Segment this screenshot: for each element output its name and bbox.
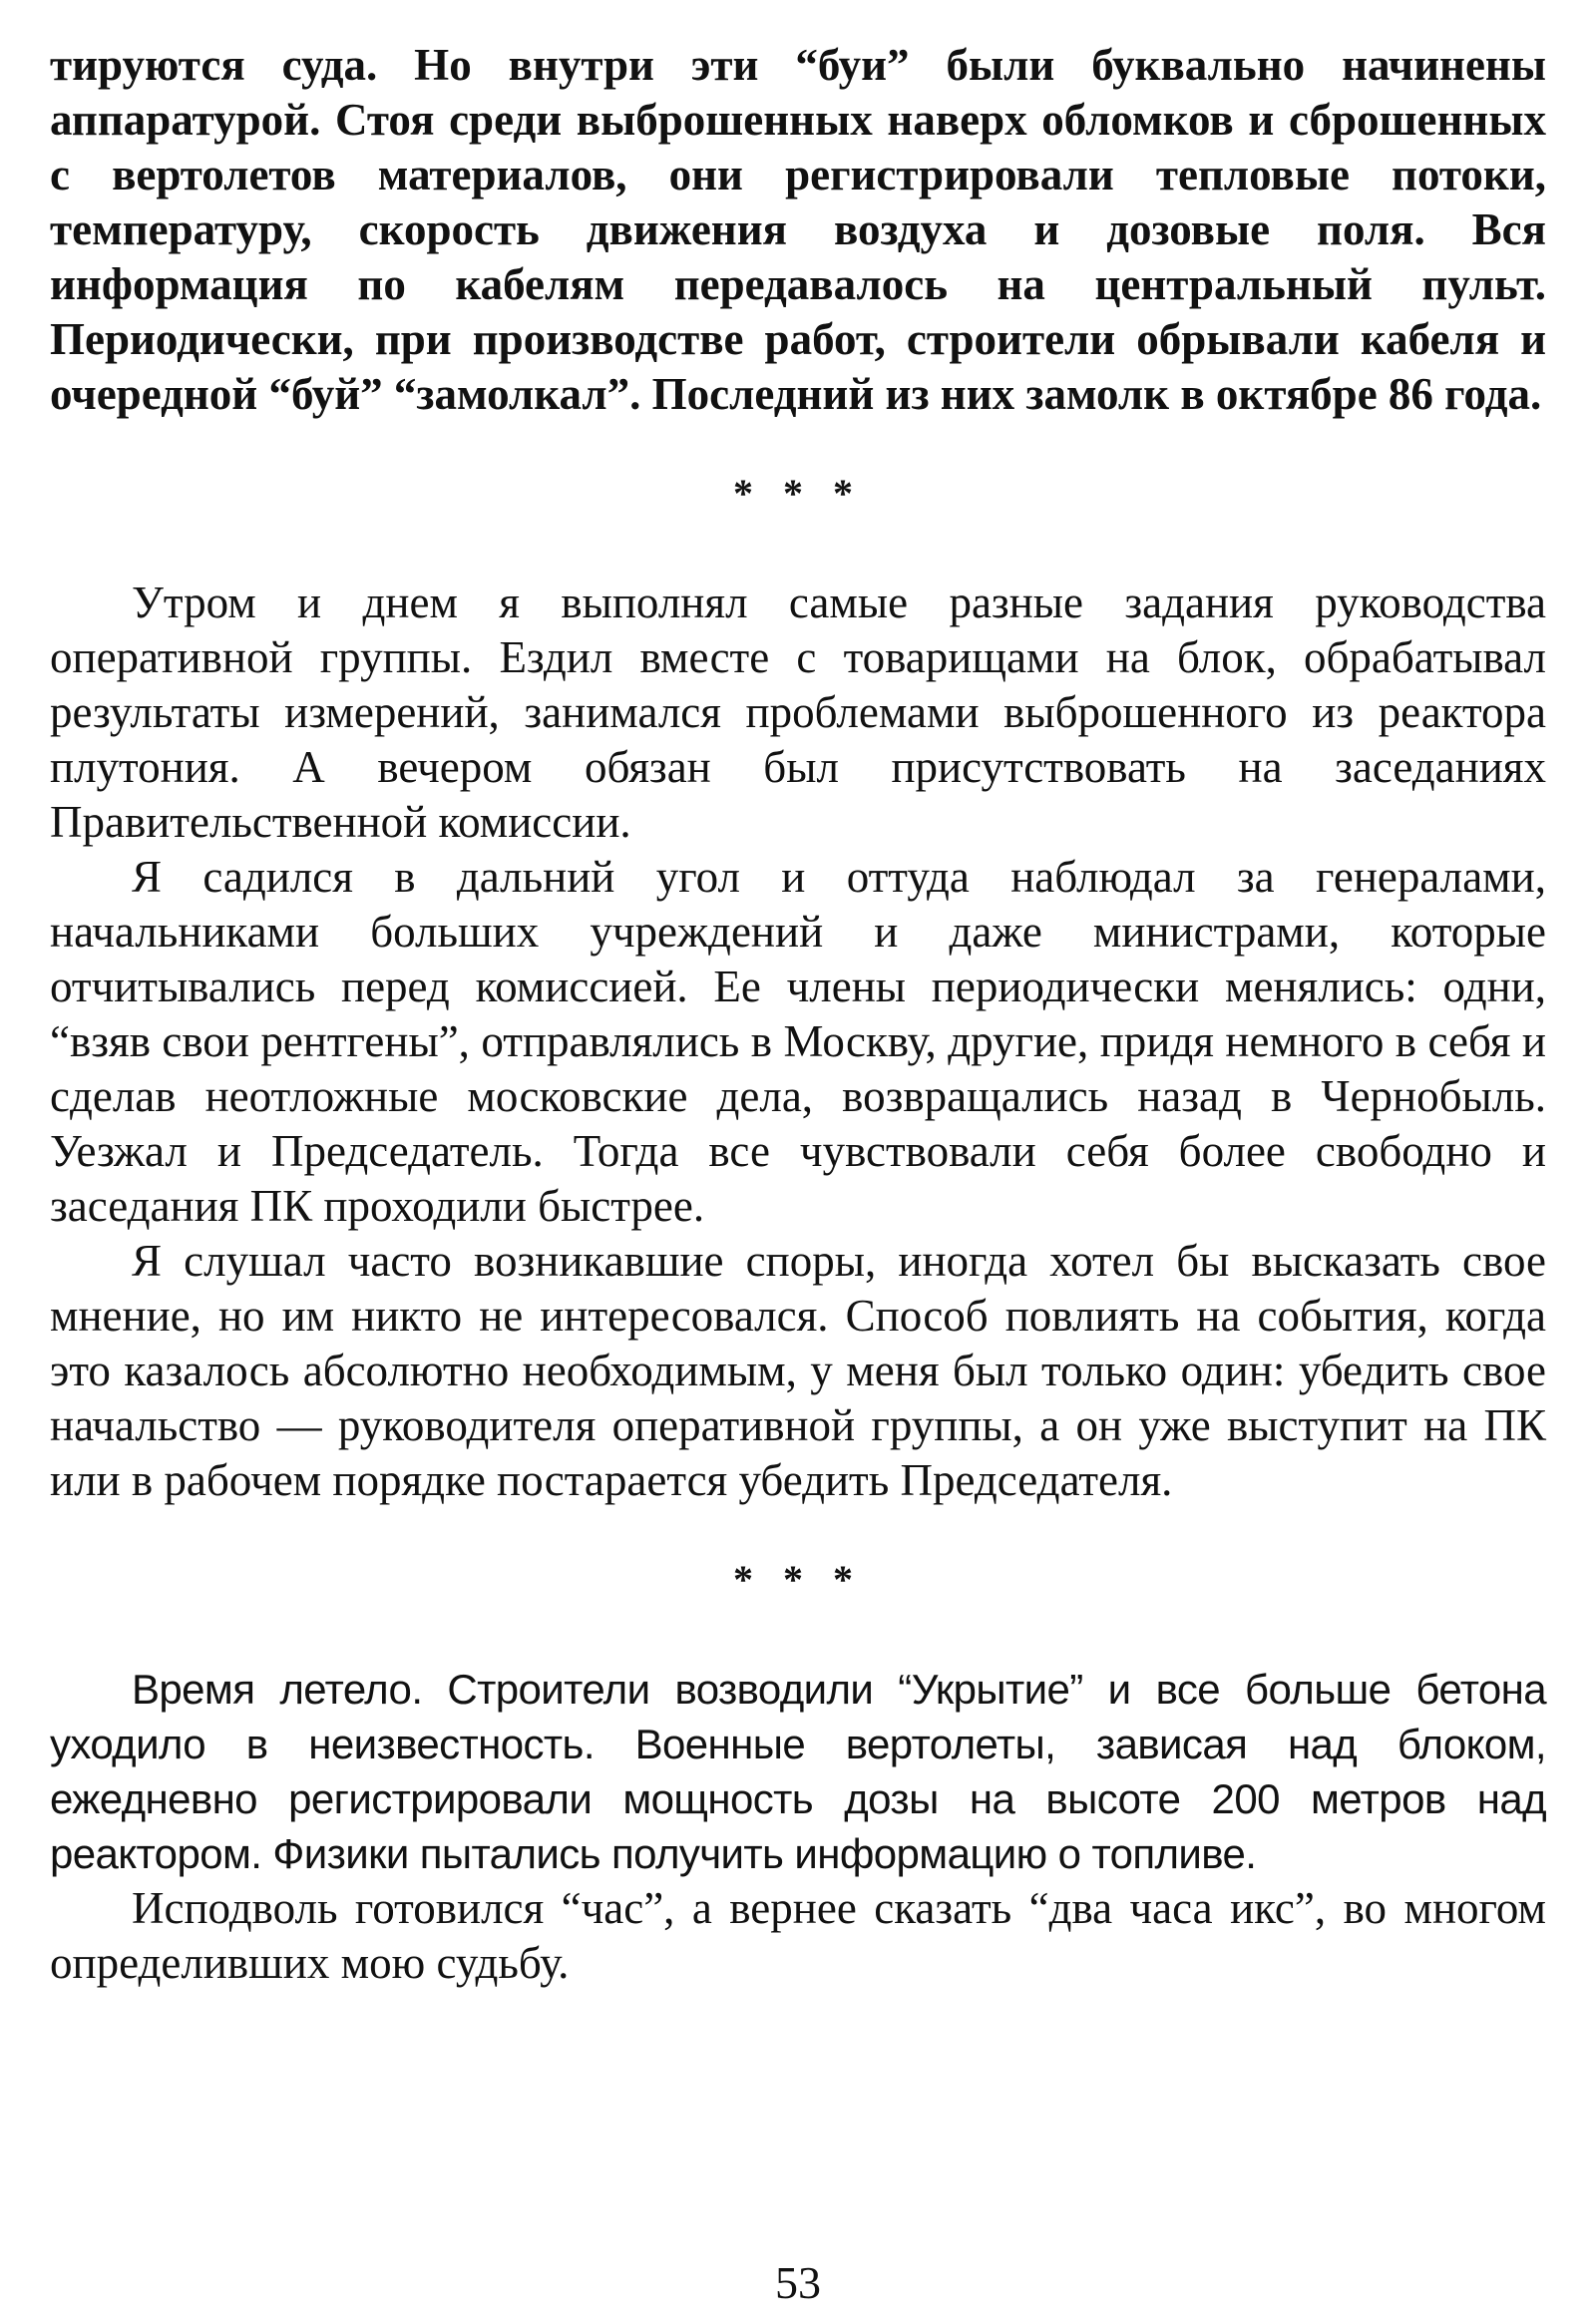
section-opening (50, 38, 1546, 422)
section-separator-2: * * * (733, 1557, 863, 1602)
paragraph: Я слушал часто возникавшие споры, иногда хотел бы высказать свое мнение, но им никто не интересовался. Способ повлиять на события, когда это казалось абсолютно необходимым, у меня был только один: убедить свое начальство — руководителя оперативной группы, а он уже выступит на ПК или в рабочем порядке постарается убедить Председателя. (50, 1236, 1546, 1505)
paragraph: Я садился в дальний угол и оттуда наблюдал за генералами, начальниками больших учреждений и даже министрами, которые отчитывались перед комиссией. Ее члены периодически менялись: одни, “взяв свои рентгены”, отправлялись в Москву, другие, придя немного в себя и сделав неотложные московские дела, возвращались назад в Чернобыль. Уезжал и Председатель. Тогда все чувствовали себя более свободно и заседания ПК проходили быстрее. (50, 852, 1546, 1231)
book-page (50, 38, 1546, 1991)
paragraph: Время летело. Строители возводили “Укрытие” и все больше бетона уходило в неизвестность. Военные вертолеты, зависая над блоком, ежедневно регистрировали мощность дозы на высоте 200 метров над реактором. Физики пытались получить информацию о топливе. (50, 1666, 1546, 1877)
paragraph: Утром и днем я выполнял самые разные задания руководства оперативной группы. Ездил вместе с товарищами на блок, обрабатывал результаты измерений, занимался проблемами выброшенного из реактора плутония. А вечером обязан был присутствовать на заседаниях Правительственной комиссии. (50, 578, 1546, 847)
section-2 (50, 576, 1546, 1508)
paragraph: Исподволь готовился “час”, а вернее сказать “два часа икс”, во многом определивших мою судьбу. (50, 1883, 1546, 1988)
section-3 (50, 1662, 1546, 1991)
section-separator-1: * * * (733, 471, 863, 516)
page-number: 53 (775, 2257, 821, 2308)
paragraph-opening: тируются суда. Но внутри эти “буи” были буквально начинены аппаратурой. Стоя среди выброшенных наверх обломков и сброшенных с вертолетов материалов, они регистрировали тепловые потоки, температуру, скорость движения воздуха и дозовые поля. Вся информация по кабелям передавалось на центральный пульт. Периодически, при производстве работ, строители обрывали кабеля и очередной “буй” “замолкал”. Последний из них замолк в октябре 86 года. (50, 40, 1546, 419)
